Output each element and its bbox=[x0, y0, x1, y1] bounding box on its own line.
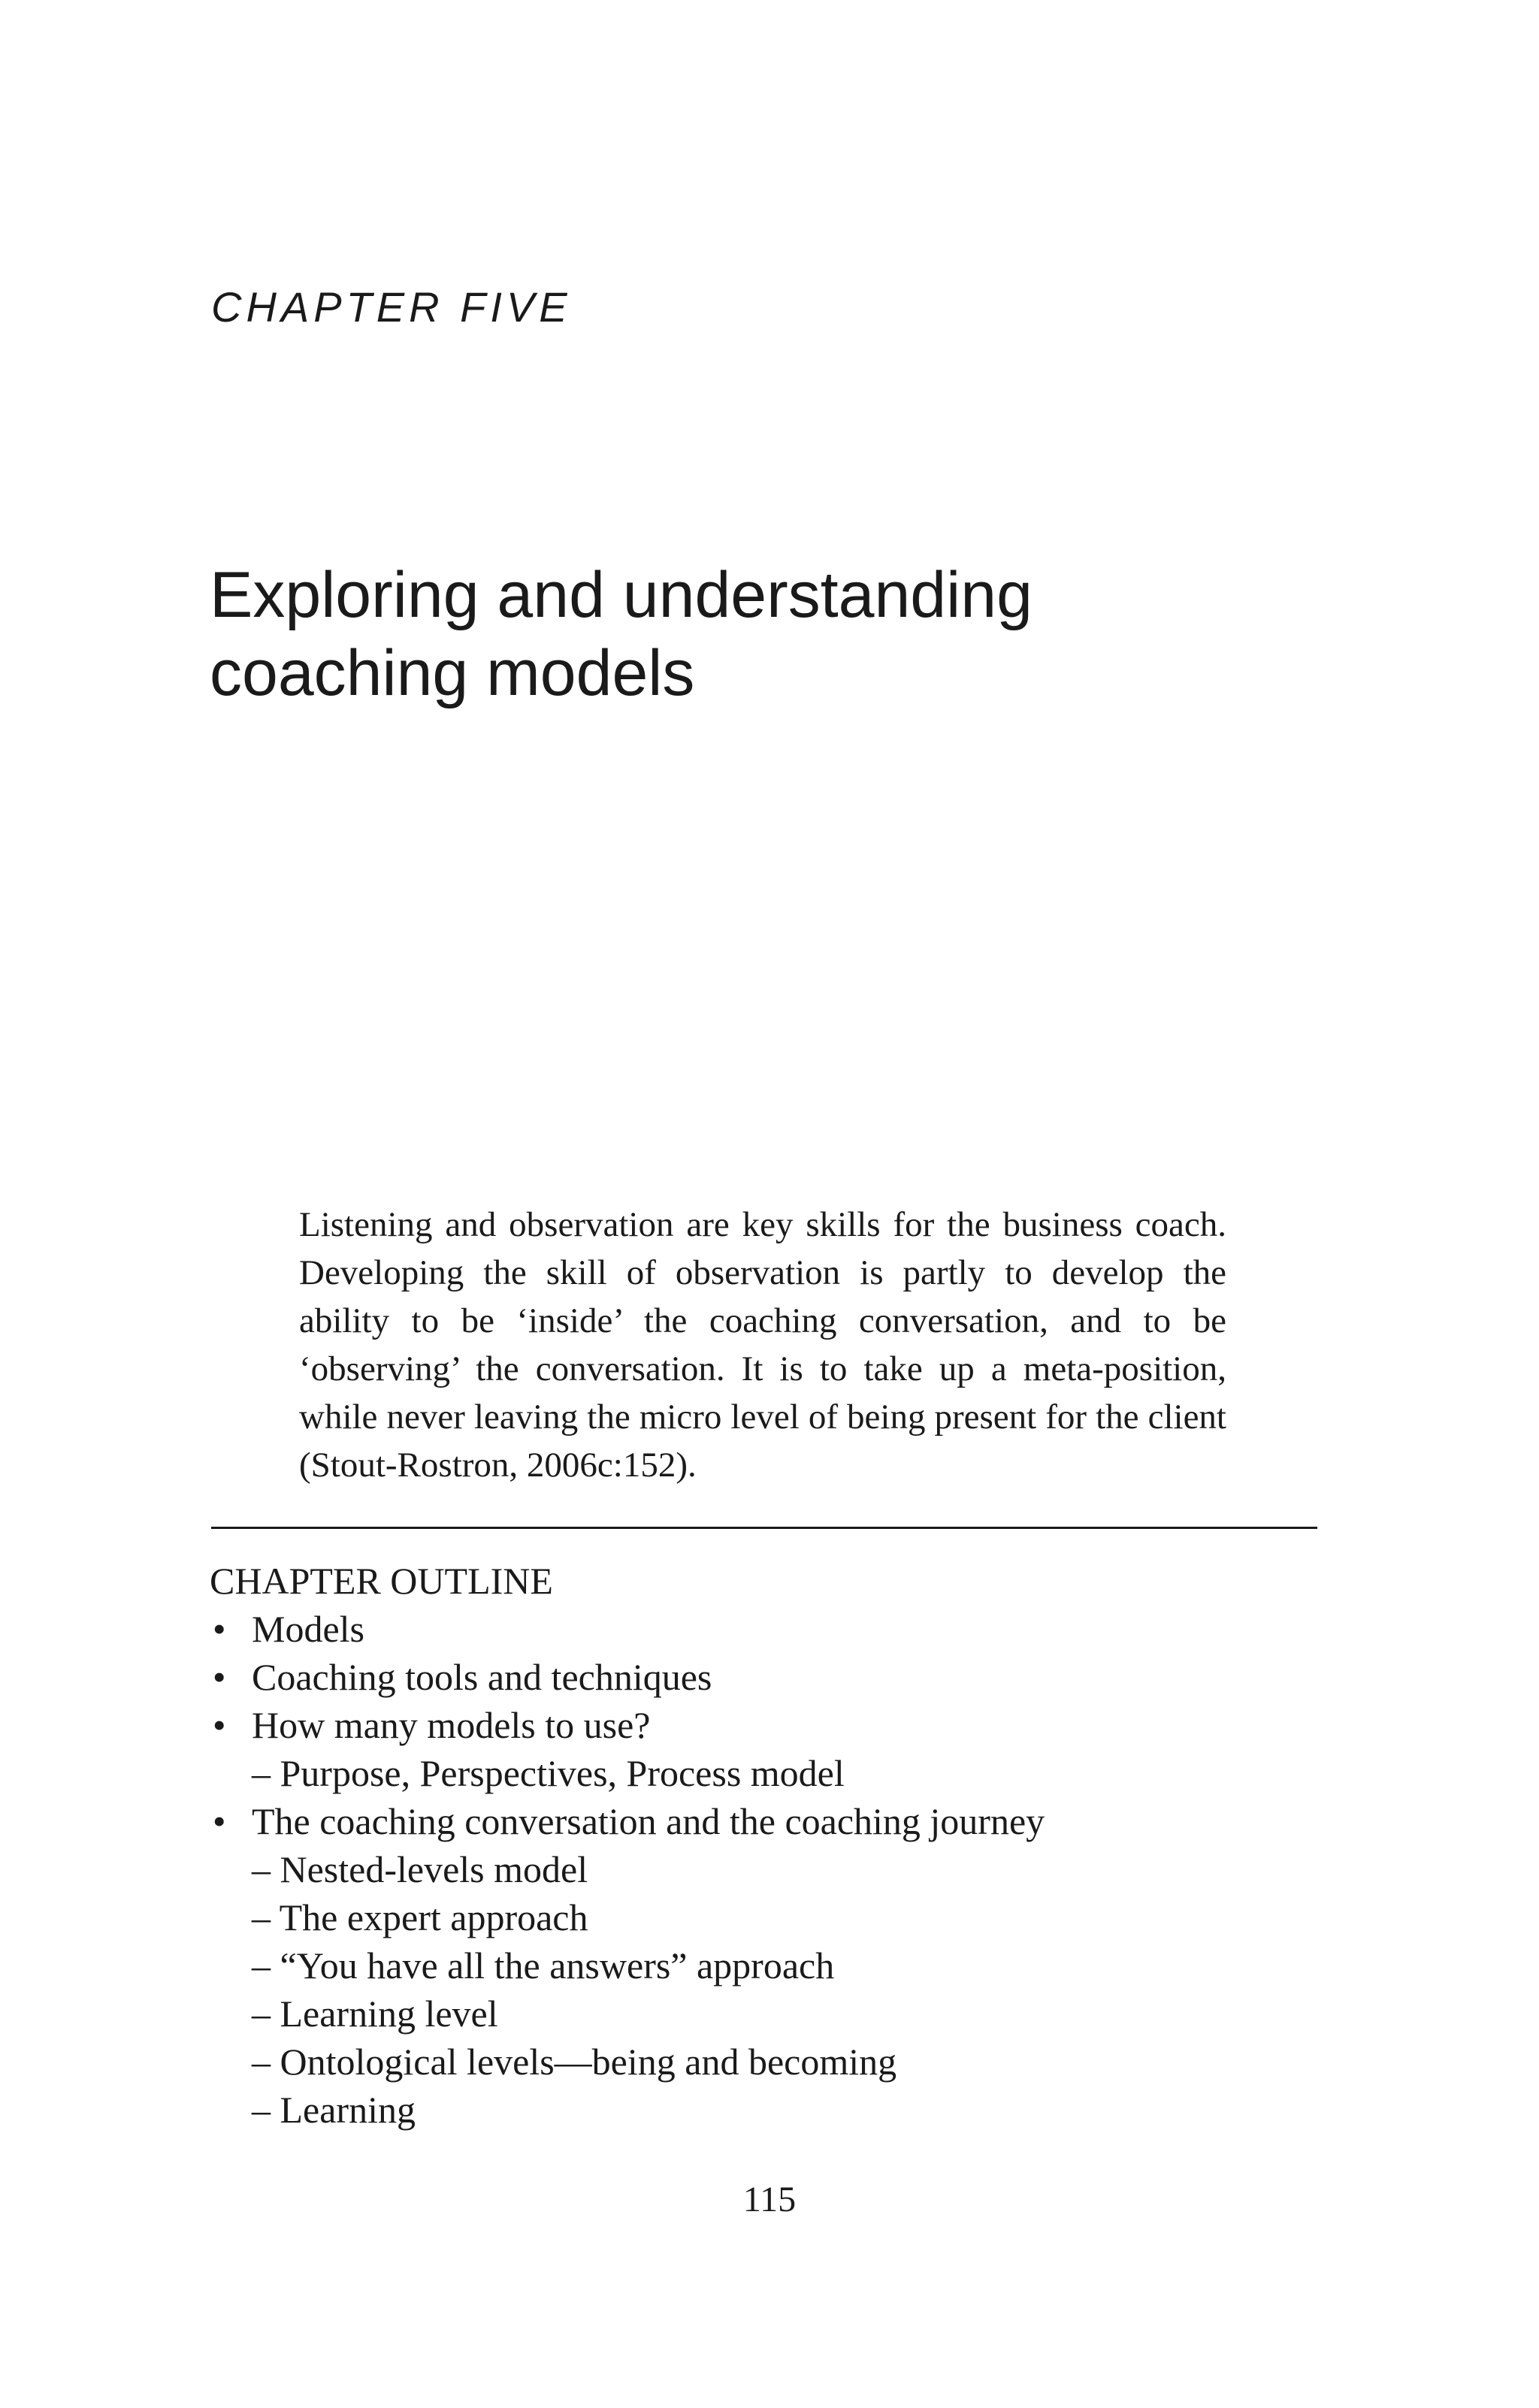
outline-list bbox=[210, 1605, 1322, 2134]
outline-item-label: Models bbox=[252, 1608, 364, 1650]
outline-subitem: – Learning level bbox=[252, 1993, 498, 2035]
chapter-title-line-1: Exploring and understanding bbox=[210, 559, 1033, 631]
bullet-icon: • bbox=[213, 1608, 226, 1650]
chapter-outline bbox=[210, 1557, 1322, 2134]
outline-subitem: – Learning bbox=[252, 2089, 416, 2131]
bullet-icon: • bbox=[213, 1656, 226, 1698]
section-divider bbox=[211, 1527, 1317, 1529]
chapter-title bbox=[210, 556, 1033, 712]
page-number: 115 bbox=[742, 2180, 797, 2219]
outline-item-label: How many models to use? bbox=[252, 1704, 651, 1746]
epigraph-quote: Listening and observation are key skills for the business coach. Developing the skill of observation is partly to develop the ability to be ‘inside’ the coaching conversation, and to be ‘observing’ the conversation. It is to take up a meta-position, while never leaving the micro level of being present for the client (Stout-Rostron, 2006c:152). bbox=[299, 1205, 1226, 1485]
outline-subitem: – Ontological levels—being and becoming bbox=[252, 2041, 897, 2083]
outline-item bbox=[210, 1653, 1322, 1701]
outline-item-label: Coaching tools and techniques bbox=[252, 1656, 712, 1698]
outline-item bbox=[210, 1701, 1322, 1749]
bullet-icon: • bbox=[213, 1704, 226, 1746]
outline-subitem: – “You have all the answers” approach bbox=[252, 1944, 835, 1987]
bullet-icon: • bbox=[213, 1800, 226, 1842]
outline-subitem: – Purpose, Perspectives, Process model bbox=[252, 1752, 845, 1794]
chapter-label: CHAPTER FIVE bbox=[211, 283, 572, 331]
chapter-title-line-2: coaching models bbox=[210, 637, 695, 709]
outline-item-label: The coaching conversation and the coaching journey bbox=[252, 1800, 1045, 1842]
outline-subitem: – The expert approach bbox=[252, 1896, 588, 1938]
outline-heading: CHAPTER OUTLINE bbox=[210, 1560, 553, 1602]
outline-item bbox=[210, 1605, 1322, 1653]
outline-subitem: – Nested-levels model bbox=[252, 1848, 588, 1890]
outline-item bbox=[210, 1797, 1322, 1845]
